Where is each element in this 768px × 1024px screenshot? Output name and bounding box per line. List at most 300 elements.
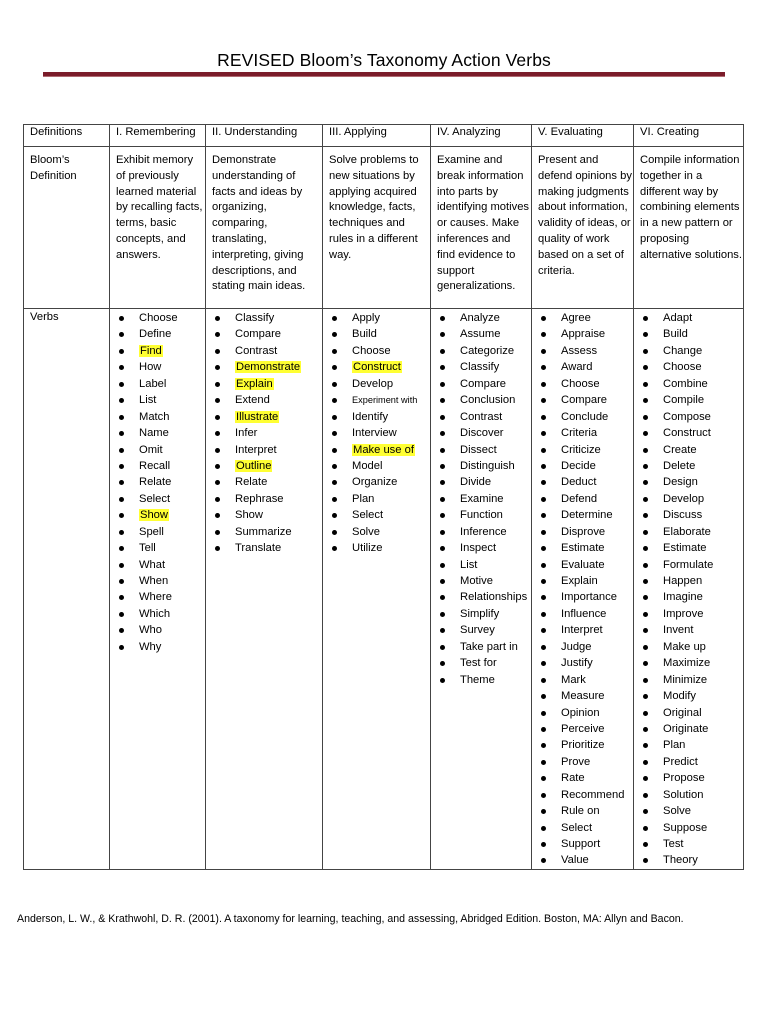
verb-item [437, 343, 531, 359]
verb-label: Where [139, 591, 172, 604]
verb-item [212, 458, 322, 474]
verb-label: Elaborate [663, 525, 711, 538]
verb-label: Estimate [561, 542, 605, 555]
verbs-remembering [110, 309, 206, 870]
verb-label: Rate [561, 772, 585, 785]
verb-item [538, 639, 633, 655]
verb-item [329, 458, 430, 474]
verb-item [538, 852, 633, 868]
verb-label: Plan [352, 492, 375, 505]
verb-item [538, 754, 633, 770]
verb-label: Originate [663, 722, 709, 735]
verb-item [640, 787, 743, 803]
definition-analyzing: Examine and break information into parts by identifying motives or causes. Make inferences and find evidence to support generalizations. [431, 147, 532, 309]
verb-item [640, 573, 743, 589]
verb-item [640, 425, 743, 441]
verb-label: Change [663, 344, 703, 357]
verb-item [116, 639, 205, 655]
verbs-row [24, 309, 744, 870]
verb-label: Theme [460, 673, 495, 686]
verb-item [329, 359, 430, 375]
row-label-verbs: Verbs [24, 309, 110, 870]
verb-item [212, 326, 322, 342]
verb-item [437, 507, 531, 523]
verb-label: What [139, 558, 166, 571]
verb-item [640, 639, 743, 655]
verb-label: Construct [663, 427, 711, 440]
definition-understanding: Demonstrate understanding of facts and ideas by organizing, comparing, translating, interpreting, giving descriptions, and stating main ideas. [206, 147, 323, 309]
verb-label: Divide [460, 476, 492, 489]
verb-item [116, 425, 205, 441]
verb-item [538, 655, 633, 671]
verb-label: Omit [139, 443, 163, 456]
verb-label: List [460, 558, 478, 571]
verb-item [640, 688, 743, 704]
verb-label: Modify [663, 690, 696, 703]
verb-item [437, 606, 531, 622]
verb-label: Conclude [561, 410, 609, 423]
verb-label: Relate [235, 476, 268, 489]
verb-item [116, 326, 205, 342]
verb-label: Combine [663, 377, 708, 390]
verb-item [212, 507, 322, 523]
verb-label: Explain [561, 575, 598, 587]
verb-label: Formulate [663, 558, 714, 571]
verb-label: Model [352, 459, 383, 472]
definition-evaluating: Present and defend opinions by making judgments about information, validity of ideas, or quality of work based on a set of criteria. [532, 147, 634, 309]
verb-item [437, 589, 531, 605]
verb-item [640, 507, 743, 523]
verb-item [538, 836, 633, 852]
verb-label: Estimate [663, 542, 707, 555]
verb-item [538, 343, 633, 359]
definition-applying: Solve problems to new situations by applying acquired knowledge, facts, techniques and rules in a different way. [323, 147, 431, 309]
verb-item [212, 425, 322, 441]
verb-label: Organize [352, 476, 398, 489]
verbs-analyzing [431, 309, 532, 870]
verb-label: Evaluate [561, 558, 605, 571]
verb-label: Examine [460, 492, 504, 505]
definition-creating: Compile information together in a different way by combining elements in a new pattern or proposing alternative solutions. [634, 147, 744, 309]
verb-label: List [139, 394, 157, 407]
verb-label: Develop [352, 377, 394, 390]
verb-item [212, 491, 322, 507]
verb-item [640, 310, 743, 326]
verb-item [538, 310, 633, 326]
verb-label: Take part in [460, 640, 518, 653]
verb-item [640, 622, 743, 638]
verb-label: Show [235, 509, 263, 522]
verb-label: Who [139, 624, 163, 637]
verb-label: Translate [235, 542, 282, 555]
verbs-creating [634, 309, 744, 870]
verb-label: Illustrate [236, 410, 279, 423]
verb-label: Develop [663, 492, 705, 505]
verb-label: Experiment with [352, 395, 418, 406]
verb-item [116, 589, 205, 605]
verb-item [329, 474, 430, 490]
verb-label: Which [139, 607, 171, 620]
verb-label: Prove [561, 755, 591, 768]
verb-label: Determine [561, 509, 613, 522]
verb-label: Choose [352, 344, 391, 357]
verb-list [640, 310, 743, 869]
verbs-understanding [206, 309, 323, 870]
verb-item [640, 540, 743, 556]
verb-label: Prioritize [561, 739, 605, 752]
verb-item [116, 392, 205, 408]
verbs-applying [323, 309, 431, 870]
verb-label: Utilize [352, 542, 383, 555]
verb-label: Defend [561, 492, 598, 505]
verb-item [116, 343, 205, 359]
verb-label: Select [561, 821, 593, 834]
verb-label: Inference [460, 525, 507, 538]
verb-label: Value [561, 854, 589, 867]
verb-label: Predict [663, 755, 698, 768]
verb-item [640, 524, 743, 540]
verb-item [116, 458, 205, 474]
verb-label: Compare [235, 328, 282, 341]
header-analyzing: IV. Analyzing [431, 125, 532, 147]
verb-item [437, 474, 531, 490]
verb-item [538, 803, 633, 819]
verb-label: Measure [561, 690, 605, 703]
verb-item [640, 754, 743, 770]
verb-label: Delete [663, 459, 696, 472]
verb-label: Create [663, 443, 697, 456]
verb-label: Identify [352, 410, 389, 423]
verb-item [329, 343, 430, 359]
verb-item [212, 442, 322, 458]
verb-label: Dissect [460, 443, 497, 456]
verb-item [437, 376, 531, 392]
verb-item [116, 507, 205, 523]
verb-label: Simplify [460, 607, 500, 620]
verb-item [538, 524, 633, 540]
verb-label: Interview [352, 427, 397, 440]
verb-item [116, 540, 205, 556]
verb-label: Test for [460, 657, 497, 670]
verb-label: Compare [561, 394, 608, 407]
verb-item [640, 458, 743, 474]
verb-label: Suppose [663, 821, 708, 834]
verb-label: Classify [235, 312, 275, 324]
verb-item [437, 392, 531, 408]
verb-label: Interpret [561, 624, 603, 637]
verb-item [437, 491, 531, 507]
header-remembering: I. Remembering [110, 125, 206, 147]
verb-label: Compose [663, 410, 711, 423]
verb-item [116, 376, 205, 392]
verb-list [329, 310, 430, 557]
verb-label: Select [352, 509, 384, 522]
verb-item [116, 557, 205, 573]
verb-item [212, 310, 322, 326]
verb-label: Propose [663, 772, 705, 785]
verb-item [538, 820, 633, 836]
verb-label: Criticize [561, 443, 601, 456]
verb-label: Build [663, 328, 688, 341]
verb-item [538, 622, 633, 638]
verb-item [640, 442, 743, 458]
verb-label: Motive [460, 575, 493, 587]
verb-item [640, 672, 743, 688]
verb-item [212, 392, 322, 408]
verb-item [212, 474, 322, 490]
verb-label: Assess [561, 344, 598, 357]
verb-label: Choose [663, 361, 702, 374]
verb-item [538, 573, 633, 589]
verb-label: Analyze [460, 312, 500, 324]
verb-item [538, 392, 633, 408]
verb-item [212, 343, 322, 359]
verb-label: Plan [663, 739, 686, 752]
verb-label: Recommend [561, 788, 625, 801]
verb-item [329, 425, 430, 441]
verb-item [116, 573, 205, 589]
verb-item [538, 458, 633, 474]
header-evaluating: V. Evaluating [532, 125, 634, 147]
verb-item [116, 524, 205, 540]
verb-item [538, 425, 633, 441]
verbs-evaluating [532, 309, 634, 870]
verb-label: Explain [236, 377, 273, 390]
verb-item [437, 359, 531, 375]
verb-item [437, 442, 531, 458]
verb-item [437, 310, 531, 326]
verb-item [437, 326, 531, 342]
header-applying: III. Applying [323, 125, 431, 147]
verb-label: Inspect [460, 542, 497, 555]
verb-label: Criteria [561, 427, 598, 440]
verb-item [116, 474, 205, 490]
verb-label: Disprove [561, 525, 606, 538]
verb-item [116, 409, 205, 425]
verb-item [538, 409, 633, 425]
verb-label: Contrast [460, 410, 503, 423]
verb-label: Maximize [663, 657, 711, 670]
verb-label: Perceive [561, 722, 605, 735]
verb-item [640, 359, 743, 375]
verb-item [640, 474, 743, 490]
verb-item [640, 820, 743, 836]
verb-list [437, 310, 531, 688]
verb-label: Recall [139, 459, 171, 472]
verb-label: Improve [663, 607, 704, 620]
verb-label: Outline [236, 459, 272, 472]
citation: Anderson, L. W., & Krathwohl, D. R. (2001). A taxonomy for learning, teaching, and assessing, Abridged Edition. Boston, MA: Allyn and Bacon. [17, 913, 684, 925]
verb-label: Influence [561, 607, 607, 620]
verb-item [640, 409, 743, 425]
verb-label: Minimize [663, 673, 708, 686]
verb-label: Compare [460, 377, 507, 390]
verb-item [640, 705, 743, 721]
verb-item [640, 836, 743, 852]
verb-label: When [139, 575, 169, 587]
verb-label: Rule on [561, 805, 600, 818]
verb-label: Appraise [561, 328, 606, 341]
verb-label: Importance [561, 591, 617, 604]
verb-item [212, 376, 322, 392]
verb-item [538, 770, 633, 786]
verb-label: Interpret [235, 443, 277, 456]
verb-label: Select [139, 492, 171, 505]
verb-label: Relate [139, 476, 172, 489]
verb-item [640, 852, 743, 868]
verb-item [640, 491, 743, 507]
verb-item [640, 721, 743, 737]
definition-remembering: Exhibit memory of previously learned material by recalling facts, terms, basic concepts, and answers. [110, 147, 206, 309]
verb-label: Deduct [561, 476, 597, 489]
verb-item [640, 376, 743, 392]
verb-label: Make use of [353, 443, 414, 456]
verb-item [116, 442, 205, 458]
verb-item [640, 655, 743, 671]
verb-item [538, 737, 633, 753]
verb-label: Imagine [663, 591, 703, 604]
header-definitions: Definitions [24, 125, 110, 147]
verb-item [437, 573, 531, 589]
verb-item [116, 606, 205, 622]
verb-label: Original [663, 706, 702, 719]
verb-item [329, 507, 430, 523]
verb-item [437, 458, 531, 474]
verb-label: Categorize [460, 344, 515, 357]
verb-label: Test [663, 838, 684, 850]
verb-label: Discuss [663, 509, 703, 522]
verb-label: Distinguish [460, 459, 515, 472]
verb-label: Summarize [235, 525, 292, 538]
verb-item [640, 737, 743, 753]
verb-item [212, 540, 322, 556]
verb-item [212, 359, 322, 375]
verb-item [116, 310, 205, 326]
verb-item [538, 359, 633, 375]
verb-item [437, 655, 531, 671]
verb-item [329, 310, 430, 326]
verb-label: Tell [139, 542, 156, 555]
verb-item [640, 392, 743, 408]
verb-label: Spell [139, 525, 164, 538]
verb-label: Define [139, 328, 172, 341]
verb-label: Extend [235, 394, 270, 407]
verb-item [329, 524, 430, 540]
verb-label: Rephrase [235, 492, 284, 505]
verb-item [640, 557, 743, 573]
verb-item [437, 639, 531, 655]
verb-item [437, 622, 531, 638]
verb-label: Classify [460, 361, 500, 374]
verb-label: Mark [561, 673, 586, 686]
verb-label: How [139, 361, 162, 374]
verb-label: Solve [352, 525, 380, 538]
verb-list [116, 310, 205, 655]
verb-label: Solve [663, 805, 691, 818]
verb-item [437, 425, 531, 441]
verb-item [116, 359, 205, 375]
verb-label: Happen [663, 575, 703, 587]
verb-item [538, 589, 633, 605]
verb-label: Build [352, 328, 377, 341]
verb-label: Decide [561, 459, 596, 472]
verb-item [329, 442, 430, 458]
verb-item [538, 442, 633, 458]
verb-item [538, 672, 633, 688]
verb-item [329, 491, 430, 507]
verb-item [212, 409, 322, 425]
verb-item [640, 770, 743, 786]
verb-label: Invent [663, 624, 694, 637]
verb-item [437, 672, 531, 688]
verb-item [640, 803, 743, 819]
verb-label: Show [140, 509, 168, 522]
verb-item [640, 343, 743, 359]
page-title: REVISED Bloom’s Taxonomy Action Verbs [217, 50, 551, 70]
verb-item [329, 392, 430, 408]
verb-item [329, 326, 430, 342]
verb-label: Compile [663, 394, 705, 407]
verb-label: Adapt [663, 312, 693, 324]
verb-label: Demonstrate [236, 361, 301, 374]
verb-item [538, 705, 633, 721]
verb-item [437, 409, 531, 425]
verb-label: Choose [139, 312, 178, 324]
verb-item [538, 721, 633, 737]
verb-label: Solution [663, 788, 704, 801]
taxonomy-table [23, 124, 744, 870]
verb-item [538, 540, 633, 556]
verb-label: Choose [561, 377, 600, 390]
verb-item [437, 524, 531, 540]
verb-label: Agree [561, 312, 591, 324]
verb-label: Award [561, 361, 593, 374]
verb-label: Infer [235, 427, 258, 440]
verb-label: Make up [663, 640, 706, 653]
verb-label: Apply [352, 312, 380, 324]
verb-item [437, 557, 531, 573]
verb-label: Name [139, 427, 169, 440]
verb-label: Opinion [561, 706, 600, 719]
verb-item [329, 409, 430, 425]
verb-label: Survey [460, 624, 495, 637]
verb-item [538, 474, 633, 490]
verb-label: Find [140, 344, 162, 357]
verb-item [640, 606, 743, 622]
verb-list [212, 310, 322, 557]
verb-label: Theory [663, 854, 698, 867]
verb-label: Why [139, 640, 162, 653]
verb-item [538, 491, 633, 507]
verb-item [538, 376, 633, 392]
verb-item [538, 557, 633, 573]
verb-label: Contrast [235, 344, 278, 357]
title-divider [43, 72, 725, 77]
verb-item [437, 540, 531, 556]
verb-item [538, 688, 633, 704]
verb-label: Justify [561, 657, 593, 670]
verb-label: Discover [460, 427, 504, 440]
verb-item [329, 376, 430, 392]
verb-item [538, 787, 633, 803]
verb-item [538, 326, 633, 342]
verb-label: Judge [561, 640, 592, 653]
verb-label: Design [663, 476, 698, 489]
verb-item [329, 540, 430, 556]
verb-label: Label [139, 377, 167, 390]
verb-label: Support [561, 838, 601, 850]
verb-item [640, 326, 743, 342]
